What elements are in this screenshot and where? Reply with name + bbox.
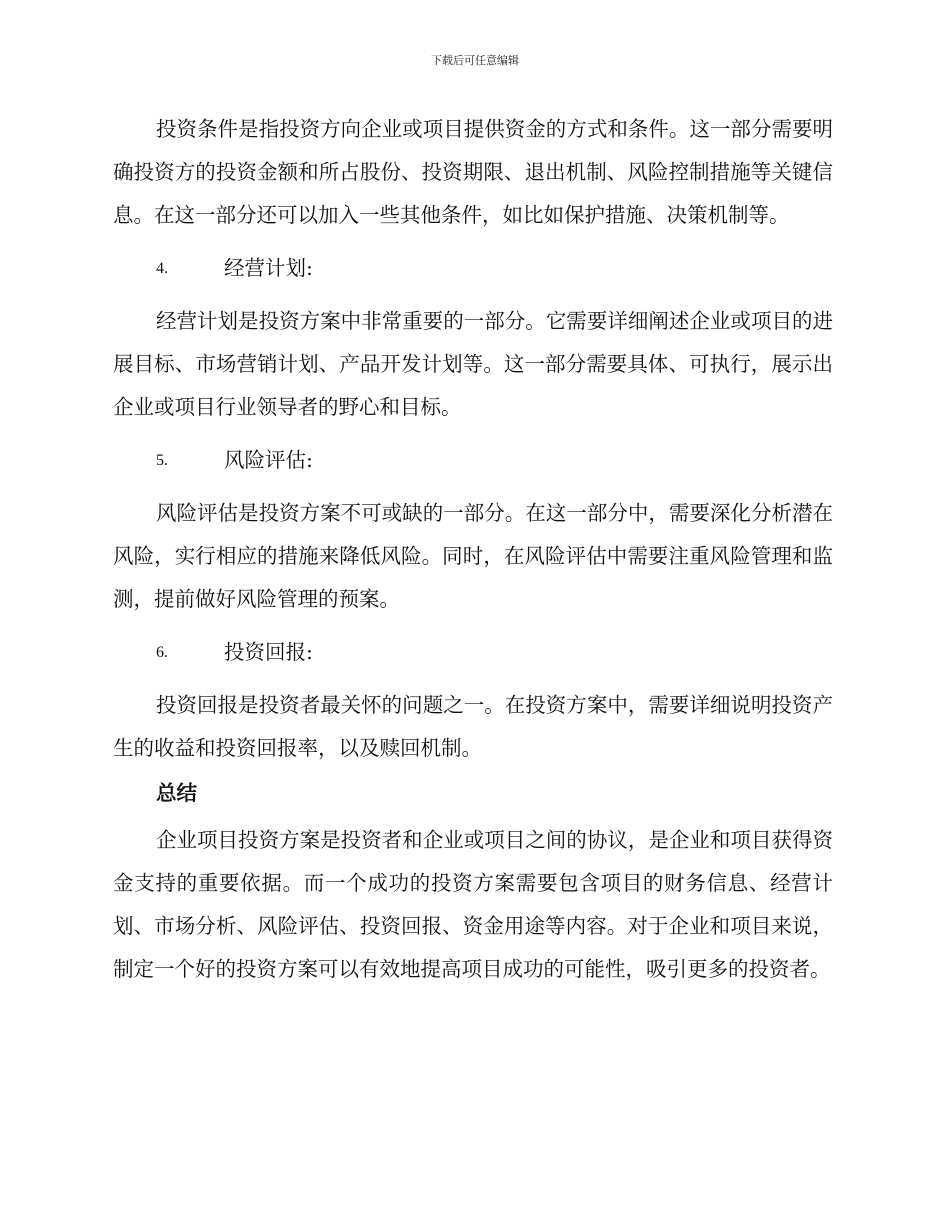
- list-item-investment-return: [113, 631, 833, 674]
- paragraph-investment-return: 投资回报是投资者最关怀的问题之一。在投资方案中，需要详细说明投资产生的收益和投资回报率，以及赎回机制。: [113, 693, 833, 760]
- list-item-title: 风险评估:: [224, 448, 313, 472]
- paragraph-business-plan: 经营计划是投资方案中非常重要的一部分。它需要详细阐述企业或项目的进展目标、市场营销计划、产品开发计划等。这一部分需要具体、可执行，展示出企业或项目行业领导者的野心和目标。: [113, 309, 833, 419]
- list-item-title: 投资回报:: [224, 640, 313, 664]
- list-number: 4.: [156, 260, 168, 277]
- paragraph-summary: 企业项目投资方案是投资者和企业或项目之间的协议，是企业和项目获得资金支持的重要依据。而一个成功的投资方案需要包含项目的财务信息、经营计划、市场分析、风险评估、投资回报、资金用途等内容。对于企业和项目来说，制定一个好的投资方案可以有效地提高项目成功的可能性，吸引更多的投资者。: [113, 828, 833, 981]
- list-number: 5.: [156, 452, 168, 469]
- list-number: 6.: [156, 644, 168, 661]
- list-item-risk-assessment: [113, 439, 833, 482]
- section-heading-summary: 总结: [156, 781, 197, 805]
- document-body: [113, 108, 833, 991]
- paragraph-investment-conditions: 投资条件是指投资方向企业或项目提供资金的方式和条件。这一部分需要明确投资方的投资金额和所占股份、投资期限、退出机制、风险控制措施等关键信息。在这一部分还可以加入一些其他条件，如比如保护措施、决策机制等。: [113, 117, 833, 227]
- paragraph-risk-assessment: 风险评估是投资方案不可或缺的一部分。在这一部分中，需要深化分析潜在风险，实行相应的措施来降低风险。同时，在风险评估中需要注重风险管理和监测，提前做好风险管理的预案。: [113, 501, 833, 611]
- list-item-business-plan: [113, 247, 833, 290]
- page-header: 下载后可任意编辑: [431, 54, 519, 67]
- list-item-title: 经营计划:: [224, 256, 313, 280]
